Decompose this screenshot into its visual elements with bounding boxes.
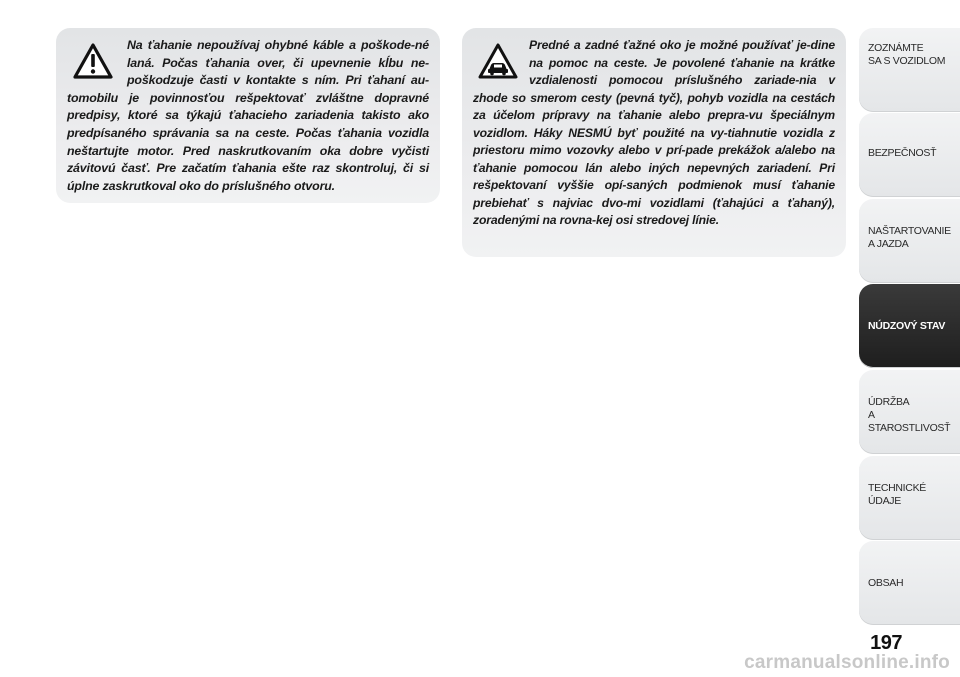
warning-text: Predné a zadné ťažné oko je možné používať je-dine na pomoc na ceste. Je povolené ťahanie na krátke vzdialenosti pomocou príslušného zariade-nia v zhode so smerom cesty (pevná tyč), pohyb vozidla na cestách za účelom prípravy na ťahanie alebo prepra-vu špeciálnym vozidlom. Háky NESMÚ byť použité na vy-tiahnutie vozidla z priestoru mimo vozovky alebo v prí-pade prekážok a/alebo na ťahanie pomocou lán alebo iných nepevných zariadení. Pri rešpektovaní vyššie opí-saných podmienok musí ťahanie prebiehať s najviac dvo-mi vozidlami (ťahajúci a ťahaný), zoradenými na rovna-kej osi stredovej línie. — [473, 38, 835, 227]
tab-zoznamte-sa-s-vozidlom[interactable] — [859, 28, 960, 112]
tab-obsah[interactable] — [859, 541, 960, 625]
tab-label: NAŠTARTOVANIE — [868, 225, 951, 237]
warning-triangle-icon — [67, 37, 119, 85]
warning-box-towing-cables — [56, 28, 440, 203]
tab-bezpecnost[interactable] — [859, 113, 960, 197]
chapter-sidebar — [859, 0, 960, 677]
tab-label: A JAZDA — [868, 238, 909, 250]
tab-label: A STAROSTLIVOSŤ — [868, 409, 951, 434]
tab-technicke-udaje[interactable] — [859, 456, 960, 540]
page-number: 197 — [870, 632, 902, 654]
tab-label: NÚDZOVÝ STAV — [868, 320, 946, 332]
tab-label: SA S VOZIDLOM — [868, 55, 946, 67]
warning-box-towing-eye-usage — [462, 28, 846, 257]
warning-text: Na ťahanie nepoužívaj ohybné káble a poškode-né laná. Počas ťahania over, či upevnenie kĺbu ne-poškodzuje časti v kontakte s ním. Pri ťahaní au-tomobilu je povinnosťou rešpektovať zvláštne dopravné predpisy, ktoré sa týkajú ťahacieho zariadenia takisto ako predpísaného správania sa na ceste. Počas ťahania vozidla neštartujte motor. Pred naskrutkovaním oka dobre vyčisti závitovú časť. Pre začatím ťahania ešte raz skontroluj, či si úplne zaskrutkoval oko do príslušného otvoru. — [67, 38, 429, 193]
tab-nudzovy-stav[interactable] — [859, 284, 960, 368]
tab-label: OBSAH — [868, 577, 904, 589]
tab-label: BEZPEČNOSŤ — [868, 147, 937, 159]
watermark: carmanualsonline.info — [744, 652, 950, 673]
tab-label: ÚDRŽBA — [868, 396, 910, 408]
tab-nastartovanie-a-jazda[interactable] — [859, 199, 960, 283]
tab-label: TECHNICKÉ — [868, 482, 926, 494]
tab-udrzba-a-starostlivost[interactable] — [859, 370, 960, 454]
tab-label: ZOZNÁMTE — [868, 42, 924, 54]
tab-label: ÚDAJE — [868, 495, 901, 507]
vehicle-warning-triangle-icon — [473, 37, 523, 85]
